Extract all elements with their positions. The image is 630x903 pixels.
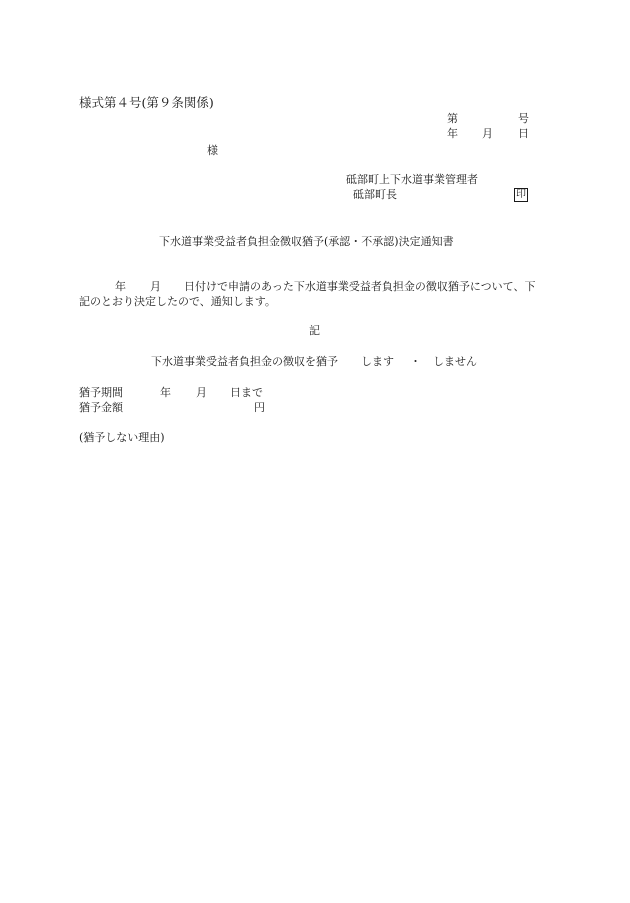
body-month-label: 月 xyxy=(150,280,161,293)
decision-option-deny: しません xyxy=(433,355,477,368)
ki-heading: 記 xyxy=(309,324,320,337)
decision-option-separator: ・ xyxy=(410,355,421,368)
decision-option-approve: します xyxy=(361,355,394,368)
sender-title: 砥部町上下水道事業管理者 xyxy=(346,173,478,186)
date-month-label: 月 xyxy=(482,127,493,140)
date-year-label: 年 xyxy=(447,127,458,140)
period-month-label: 月 xyxy=(196,386,207,399)
seal-mark: 印 xyxy=(516,189,526,200)
period-until-label: 日まで xyxy=(230,386,263,399)
addressee-honorific: 様 xyxy=(207,144,218,157)
postponement-period-label: 猶予期間 xyxy=(79,386,123,399)
postponement-amount-label: 猶予金額 xyxy=(79,401,123,414)
document-title: 下水道事業受益者負担金徴収猶予(承認・不承認)決定通知書 xyxy=(159,235,454,248)
document-number-suffix: 号 xyxy=(518,112,529,125)
body-text-line-1: 日付けで申請のあった下水道事業受益者負担金の徴収猶予について、下 xyxy=(184,280,536,293)
amount-unit-label: 円 xyxy=(254,401,265,414)
sender-name: 砥部町長 xyxy=(353,188,397,201)
body-year-label: 年 xyxy=(115,280,126,293)
document-number-prefix: 第 xyxy=(447,112,458,125)
form-number: 様式第４号(第９条関係) xyxy=(79,95,214,110)
decision-text: 下水道事業受益者負担金の徴収を猶予 xyxy=(151,355,338,368)
non-postponement-reason-label: (猶予しない理由) xyxy=(79,431,165,444)
period-year-label: 年 xyxy=(160,386,171,399)
date-day-label: 日 xyxy=(518,127,529,140)
body-text-line-2: 記のとおり決定したので、通知します。 xyxy=(79,295,276,308)
